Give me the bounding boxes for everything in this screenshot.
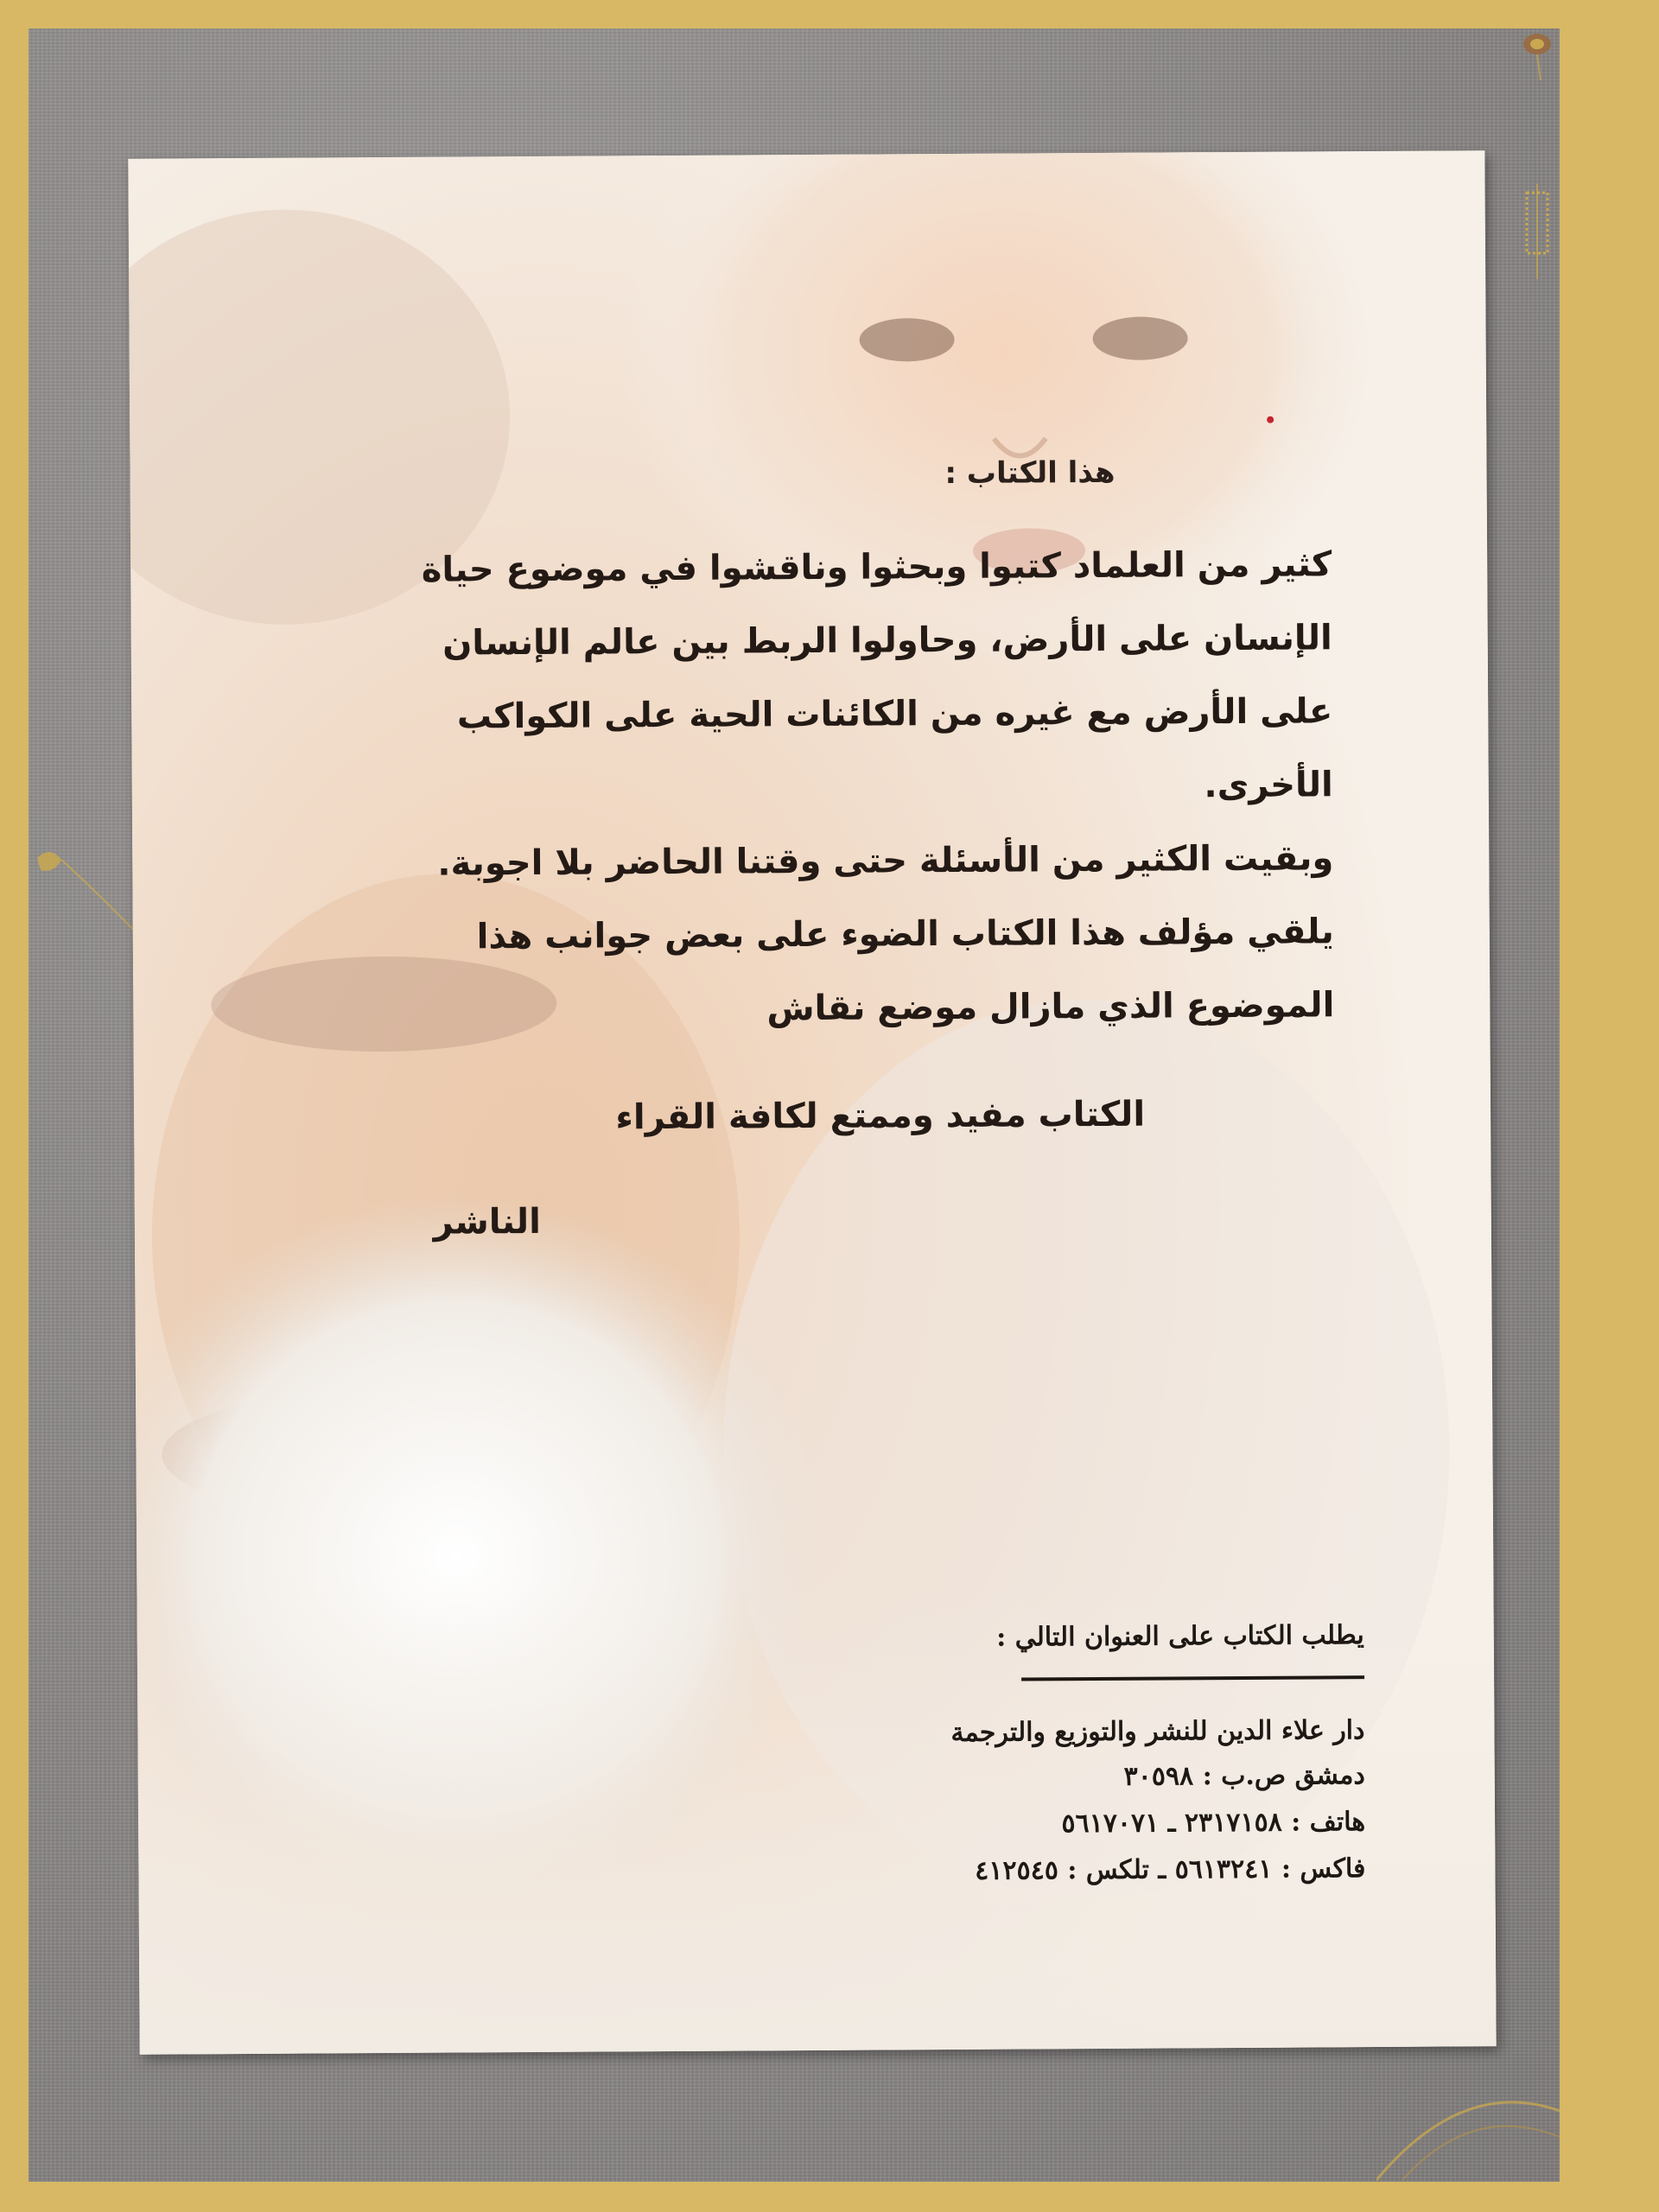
- gold-embroidery-ornament: [1376, 2085, 1560, 2182]
- body-line: الإنسان على الأرض، وحاولوا الربط بين عالم الإنسان: [442, 618, 1332, 664]
- section-heading: هذا الكتاب :: [944, 454, 1116, 492]
- body-line: الأخرى.: [1204, 765, 1333, 806]
- book-back-cover: [128, 150, 1496, 2055]
- divider: [1021, 1675, 1364, 1681]
- body-line: وبقيت الكثير من الأسئلة حتى وقتنا الحاضر بلا اجوبة.: [437, 838, 1334, 884]
- po-box: دمشق ص.ب : ٣٠٥٩٨: [1123, 1760, 1365, 1792]
- fax-telex: فاكس : ٥٦١٣٢٤١ ـ تلكس : ٤١٢٥٤٥: [975, 1853, 1366, 1886]
- gold-embroidery-ornament: [1515, 29, 1560, 80]
- gold-embroidery-ornament: [29, 841, 149, 962]
- body-line: الموضوع الذي مازال موضع نقاش: [766, 985, 1335, 1029]
- phone-number: هاتف : ٢٣١٧١٥٨ ـ ٥٦١٧٠٧١: [1061, 1807, 1366, 1840]
- address-intro: يطلب الكتاب على العنوان التالي :: [996, 1620, 1364, 1653]
- body-line: يلقي مؤلف هذا الكتاب الضوء على بعض جوانب هذا: [476, 912, 1334, 957]
- photo-frame: [29, 29, 1560, 2182]
- cover-text: [128, 150, 1496, 2055]
- body-line: كثير من العلماد كتبوا وبحثوا وناقشوا في موضوع حياة: [421, 544, 1332, 590]
- publisher-name: دار علاء الدين للنشر والتوزيع والترجمة: [950, 1715, 1365, 1749]
- closing-line: الكتاب مفيد وممتع لكافة القراء: [615, 1094, 1146, 1138]
- gold-embroidery-ornament: [1515, 184, 1560, 279]
- publisher-signature: الناشر: [433, 1201, 541, 1243]
- body-line: على الأرض مع غيره من الكائنات الحية على الكواكب: [456, 691, 1333, 737]
